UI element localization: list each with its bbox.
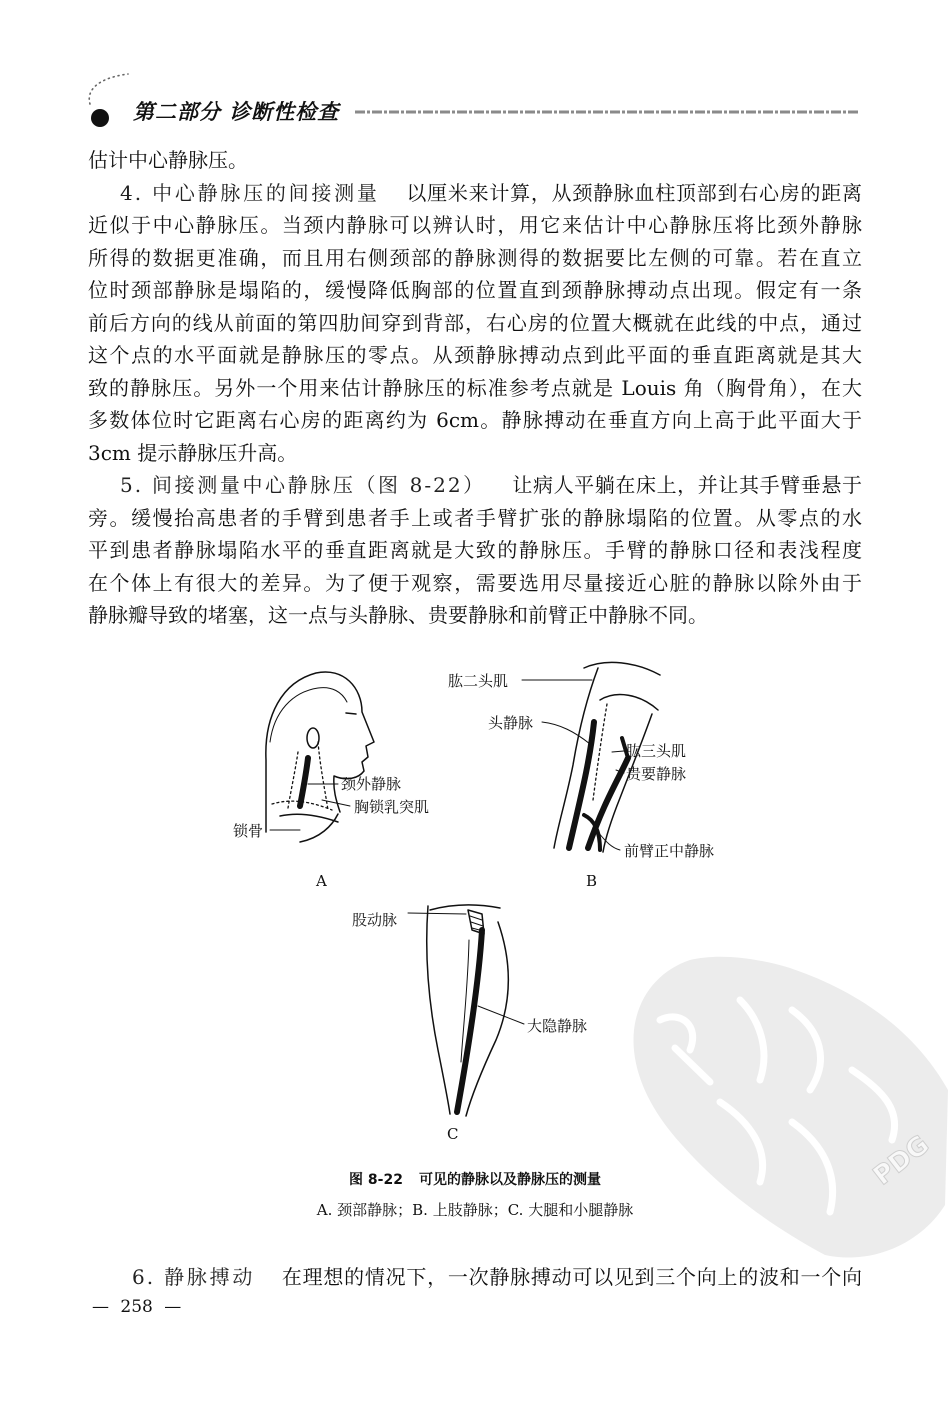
header-bullet xyxy=(91,109,109,127)
pointer-line xyxy=(612,751,624,752)
label-external-jugular-vein: 颈外静脉 xyxy=(341,775,402,793)
figure-caption-legend: A. 颈部静脉；B. 上肢静脉；C. 大腿和小腿静脉 xyxy=(316,1201,634,1219)
label-great-saphenous-vein: 大隐静脉 xyxy=(527,1017,588,1035)
paragraph-line: 所得的数据更准确，而且用右侧颈部的静脉测得的数据要比左侧的可靠。若在直立 xyxy=(88,245,862,270)
paragraph-line: 前后方向的线从前面的第四肋间穿到背部，右心房的位置大概就在此线的中点，通过 xyxy=(88,310,862,335)
figure-panel-a xyxy=(233,672,429,890)
paragraph-text: 让病人平躺在床上，并让其手臂垂悬于 xyxy=(511,473,862,497)
paragraph-line: 在个体上有很大的差异。为了便于观察，需要选用尽量接近心脏的静脉以除外由于 xyxy=(88,570,862,595)
paragraph-text: 在理想的情况下，一次静脉搏动可以见到三个向上的波和一个向 xyxy=(281,1265,862,1289)
label-clavicle: 锁骨 xyxy=(233,822,264,840)
great-saphenous-vein xyxy=(457,930,482,1112)
figure-8-22 xyxy=(0,650,950,1150)
paragraph-heading: 6. 静脉搏动 xyxy=(132,1265,256,1289)
sternocleidomastoid-outline xyxy=(288,752,298,808)
label-triceps: 肱三头肌 xyxy=(626,742,687,760)
header-dotted-arc xyxy=(89,74,128,104)
paragraph-line: 致的静脉压。另外一个用来估计静脉压的标准参考点就是 Louis 角（胸骨角），在大 xyxy=(88,375,862,400)
biceps-dotted-outline xyxy=(593,704,607,800)
figure-panel-c xyxy=(352,905,587,1143)
leg-outline-left xyxy=(427,906,450,1114)
paragraph-5 xyxy=(88,469,862,632)
figure-title: 可见的静脉以及静脉压的测量 xyxy=(418,1172,601,1188)
figure-number: 图 8-22 xyxy=(349,1172,403,1188)
continuation-line: 估计中心静脉压。 xyxy=(88,148,248,172)
paragraph-line: 位时颈部静脉是塌陷的，缓慢降低胸部的位置直到颈静脉搏动点出现。假定有一条 xyxy=(88,278,862,302)
paragraph-line: 多数体位时它距离右心房的距离约为 6cm。静脉搏动在垂直方向上高于此平面大于 xyxy=(88,408,862,432)
paragraph-line: 3cm 提示静脉压升高。 xyxy=(88,440,298,465)
paragraph-6 xyxy=(88,1261,862,1294)
label-sternocleidomastoid: 胸锁乳突肌 xyxy=(354,798,430,816)
figure-caption-title xyxy=(0,1168,950,1192)
body-text xyxy=(88,144,862,632)
paragraph-line: 静脉瓣导致的堵塞，这一点与头静脉、贵要静脉和前臂正中静脉不同。 xyxy=(88,603,708,627)
paragraph-heading: 5. 间接测量中心静脉压（图 8-22） xyxy=(120,473,486,497)
leg-top-curve xyxy=(430,905,500,910)
paragraph-line xyxy=(88,1261,862,1294)
label-basilic-vein: 贵要静脉 xyxy=(626,765,687,783)
paragraph-line: 这个点的水平面就是静脉压的零点。从颈静脉搏动点到此平面的垂直距离就是其大 xyxy=(88,343,862,367)
label-biceps: 肱二头肌 xyxy=(448,672,509,690)
paragraph-line xyxy=(88,177,862,210)
watermark-text: PDG xyxy=(867,1129,936,1192)
section-title: 第二部分 诊断性检查 xyxy=(133,100,340,124)
paragraph-line: 近似于中心静脉压。当颈内静脉可以辨认时，用它来估计中心静脉压将比颈外静脉 xyxy=(88,213,862,237)
pointer-line xyxy=(478,1006,524,1024)
biceps-curve xyxy=(600,695,658,710)
pointer-line xyxy=(542,722,590,744)
external-jugular-vein xyxy=(300,758,308,806)
ear xyxy=(307,728,319,748)
label-cephalic-vein: 头静脉 xyxy=(488,714,534,732)
paragraph-line xyxy=(88,469,862,502)
panel-letter-a: A xyxy=(316,872,327,890)
cephalic-vein xyxy=(569,722,594,848)
paragraph-heading: 4. 中心静脉压的间接测量 xyxy=(120,180,380,205)
paragraph-4 xyxy=(88,177,862,470)
paragraph-line: 平到患者静脉塌陷水平的垂直距离就是大致的静脉压。手臂的静脉口径和表浅程度 xyxy=(88,538,862,562)
page-number: — 258 — xyxy=(92,1297,182,1317)
panel-letter-b: B xyxy=(586,872,598,890)
pointer-line xyxy=(408,913,466,914)
basilic-vein xyxy=(588,758,628,848)
figure-panel-b xyxy=(448,662,714,890)
paragraph-line: 旁。缓慢抬高患者的手臂到患者手上或者手臂扩张的静脉塌陷的位置。从零点的水 xyxy=(88,505,862,530)
eye xyxy=(346,713,356,714)
arm-outline-right xyxy=(603,714,652,852)
chest-line xyxy=(300,814,338,842)
clavicle-outline xyxy=(280,814,338,822)
paragraph-text: 以厘米来计算，从颈静脉血柱顶部到右心房的距离 xyxy=(405,180,862,205)
label-femoral-artery: 股动脉 xyxy=(352,911,398,929)
panel-letter-c: C xyxy=(447,1125,459,1143)
label-median-antebrachial-vein: 前臂正中静脉 xyxy=(624,842,715,860)
